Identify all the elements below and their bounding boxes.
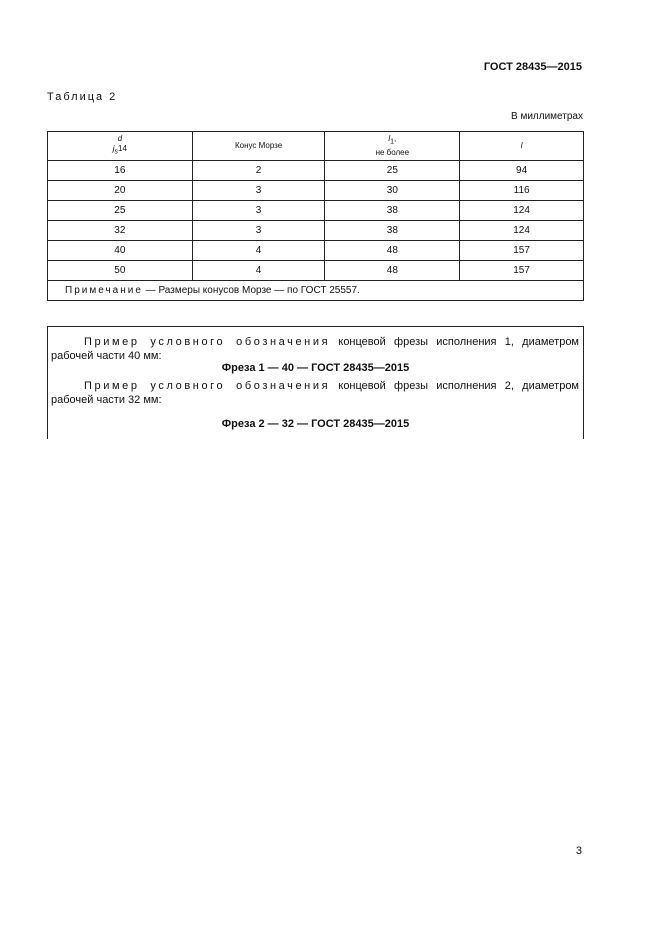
document-header: ГОСТ 28435—2015: [483, 61, 582, 73]
dimensions-table: [47, 131, 584, 301]
cell-morse: 3: [192, 221, 325, 241]
table-note-text: — Размеры конусов Морзе — по ГОСТ 25557.: [142, 285, 360, 296]
cell-l: 116: [460, 181, 584, 201]
table-row: [48, 161, 584, 181]
cell-l1: 38: [325, 201, 460, 221]
table-header-row: [48, 132, 584, 161]
cell-morse: 3: [192, 201, 325, 221]
cell-l: 157: [460, 261, 584, 281]
header-l1-comma: ,: [394, 134, 397, 144]
header-l1: [325, 132, 460, 161]
header-l: l: [460, 132, 584, 161]
table-row: [48, 261, 584, 281]
example-2-lead: Пример условного обозначения: [84, 380, 331, 392]
header-l1-qualifier: не более: [375, 147, 410, 157]
table-row: [48, 181, 584, 201]
cell-morse: 2: [192, 161, 325, 181]
cell-d: 25: [48, 201, 193, 221]
cell-l1: 38: [325, 221, 460, 241]
example-1-lead: Пример условного обозначения: [84, 336, 331, 348]
units-note: В миллиметрах: [511, 111, 583, 122]
cell-d: 16: [48, 161, 193, 181]
cell-l1: 30: [325, 181, 460, 201]
table-note-label: Примечание: [65, 285, 143, 296]
designation-examples-box: [47, 326, 584, 439]
header-l1-sub: 1: [390, 138, 395, 146]
cell-d: 32: [48, 221, 193, 241]
header-d-tolerance-base: j: [112, 144, 115, 154]
header-l1-symbol: l: [388, 134, 391, 144]
cell-l: 124: [460, 221, 584, 241]
example-1-designation: Фреза 1 — 40 — ГОСТ 28435—2015: [221, 362, 410, 374]
table-row: [48, 221, 584, 241]
cell-d: 20: [48, 181, 193, 201]
header-d: [48, 132, 193, 161]
header-morse: Конус Морзе: [192, 132, 325, 161]
example-1-paragraph: [48, 335, 583, 363]
example-2-paragraph: [48, 379, 583, 407]
table-row: [48, 201, 584, 221]
cell-l: 94: [460, 161, 584, 181]
cell-morse: 3: [192, 181, 325, 201]
table-row: [48, 241, 584, 261]
example-2-text: концевой фрезы исполнения 2, диаметром рабочей части 32 мм:: [51, 380, 579, 406]
cell-d: 50: [48, 261, 193, 281]
example-2-designation: Фреза 2 — 32 — ГОСТ 28435—2015: [221, 418, 410, 430]
table-note: [48, 281, 584, 301]
table-note-row: [48, 281, 584, 301]
page-number: 3: [575, 845, 582, 857]
cell-morse: 4: [192, 261, 325, 281]
cell-l: 124: [460, 201, 584, 221]
cell-d: 40: [48, 241, 193, 261]
cell-l1: 48: [325, 261, 460, 281]
header-d-tolerance-grade: 14: [118, 144, 127, 154]
cell-morse: 4: [192, 241, 325, 261]
header-d-symbol: d: [117, 134, 123, 144]
example-1-text: концевой фрезы исполнения 1, диаметром рабочей части 40 мм:: [51, 336, 579, 362]
header-d-tolerance-sub: s: [114, 148, 119, 156]
cell-l1: 25: [325, 161, 460, 181]
table-caption: Таблица 2: [47, 91, 118, 103]
cell-l: 157: [460, 241, 584, 261]
cell-l1: 48: [325, 241, 460, 261]
